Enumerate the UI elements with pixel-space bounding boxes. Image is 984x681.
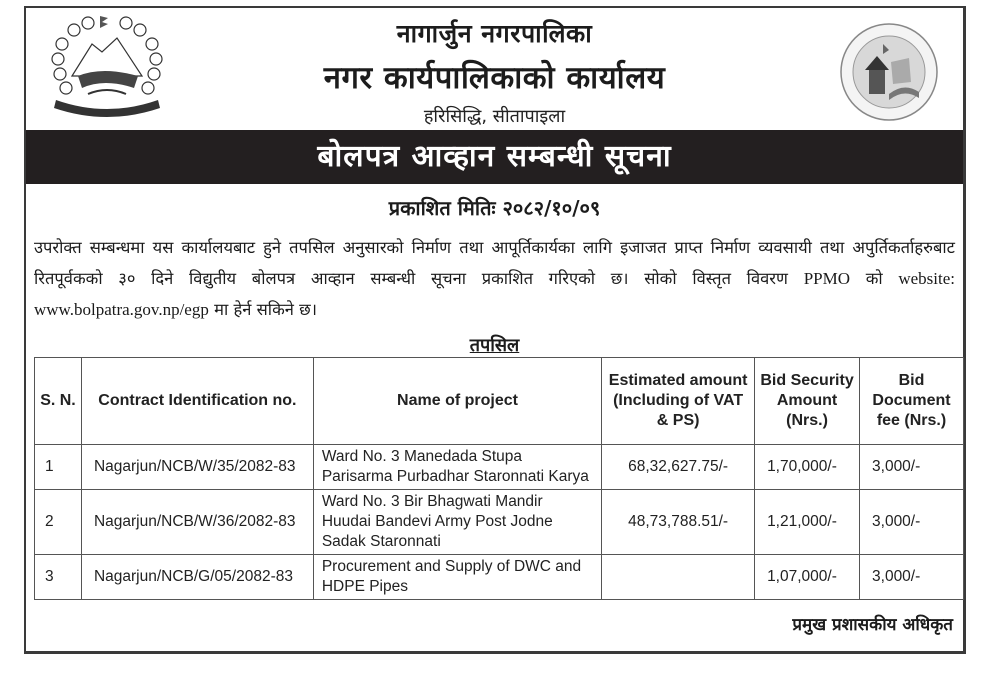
- office-name: नगर कार्यपालिकाको कार्यालय: [323, 60, 666, 96]
- cell-document-fee: 3,000/-: [860, 555, 964, 600]
- cell-bid-security: 1,07,000/-: [755, 555, 860, 600]
- col-header-contract-id: Contract Identification no.: [81, 358, 313, 445]
- ko-text: को: [865, 269, 883, 288]
- cell-contract-id: Nagarjun/NCB/W/36/2082-83: [81, 490, 313, 555]
- notice-body: [34, 232, 955, 325]
- published-date-value: २०८२/१०/०९: [502, 196, 601, 220]
- col-header-sn: S. N.: [35, 358, 82, 445]
- cell-estimated-amount: 68,32,627.75/-: [602, 445, 755, 490]
- published-date: [26, 194, 963, 221]
- col-header-document-fee: Bid Document fee (Nrs.): [860, 358, 964, 445]
- col-header-bid-security: Bid Security Amount (Nrs.): [755, 358, 860, 445]
- office-address: हरिसिद्धि, सीतापाइला: [423, 106, 566, 127]
- municipality-name: नागार्जुन नगरपालिका: [396, 19, 593, 48]
- notice-body-text: उपरोक्त सम्बन्धमा यस कार्यालयबाट हुने तपसिल अनुसारको निर्माण तथा आपूर्तिकार्यका लागि इजाजत प्राप्त निर्माण व्यवसायी तथा अपुर्तिकर्ताहरुबाट रितपूर्वकको ३० दिने विद्युतीय बोलपत्र आव्हान सम्बन्धी सूचना प्रकाशित गरिएको छ। सोको विस्तृत विवरण: [34, 238, 955, 288]
- ppmo-label: PPMO: [803, 269, 850, 288]
- table-header-row: [35, 358, 964, 445]
- cell-bid-security: 1,21,000/-: [755, 490, 860, 555]
- notice-body-end: मा हेर्न सकिने छ।: [214, 300, 317, 319]
- cell-project: Ward No. 3 Manedada Stupa Parisarma Purbadhar Staronnati Karya: [313, 445, 601, 490]
- cell-project: Ward No. 3 Bir Bhagwati Mandir Huudai Bandevi Army Post Jodne Sadak Staronnati: [313, 490, 601, 555]
- bolpatra-url: www.bolpatra.gov.np/egp: [34, 300, 209, 319]
- table-row: [35, 445, 964, 490]
- cell-sn: 2: [35, 490, 82, 555]
- schedule-heading: तपसिल: [469, 335, 520, 356]
- cell-bid-security: 1,70,000/-: [755, 445, 860, 490]
- cell-project: Procurement and Supply of DWC and HDPE Pipes: [313, 555, 601, 600]
- notice-title-banner: बोलपत्र आव्हान सम्बन्धी सूचना: [26, 130, 963, 184]
- notice-header: [26, 8, 963, 126]
- cell-sn: 3: [35, 555, 82, 600]
- website-label: website:: [898, 269, 956, 288]
- cell-estimated-amount: 48,73,788.51/-: [602, 490, 755, 555]
- municipality-seal-icon: [839, 22, 939, 122]
- cell-document-fee: 3,000/-: [860, 490, 964, 555]
- cell-contract-id: Nagarjun/NCB/W/35/2082-83: [81, 445, 313, 490]
- col-header-estimated-amount: Estimated amount (Including of VAT & PS): [602, 358, 755, 445]
- bid-schedule-table: [34, 357, 964, 600]
- signatory-title: प्रमुख प्रशासकीय अधिकृत: [792, 615, 953, 635]
- cell-estimated-amount: [602, 555, 755, 600]
- cell-contract-id: Nagarjun/NCB/G/05/2082-83: [81, 555, 313, 600]
- notice-frame: [24, 6, 966, 654]
- published-date-label: प्रकाशित मितिः: [388, 196, 496, 220]
- cell-sn: 1: [35, 445, 82, 490]
- cell-document-fee: 3,000/-: [860, 445, 964, 490]
- col-header-project: Name of project: [313, 358, 601, 445]
- table-row: [35, 490, 964, 555]
- table-row: [35, 555, 964, 600]
